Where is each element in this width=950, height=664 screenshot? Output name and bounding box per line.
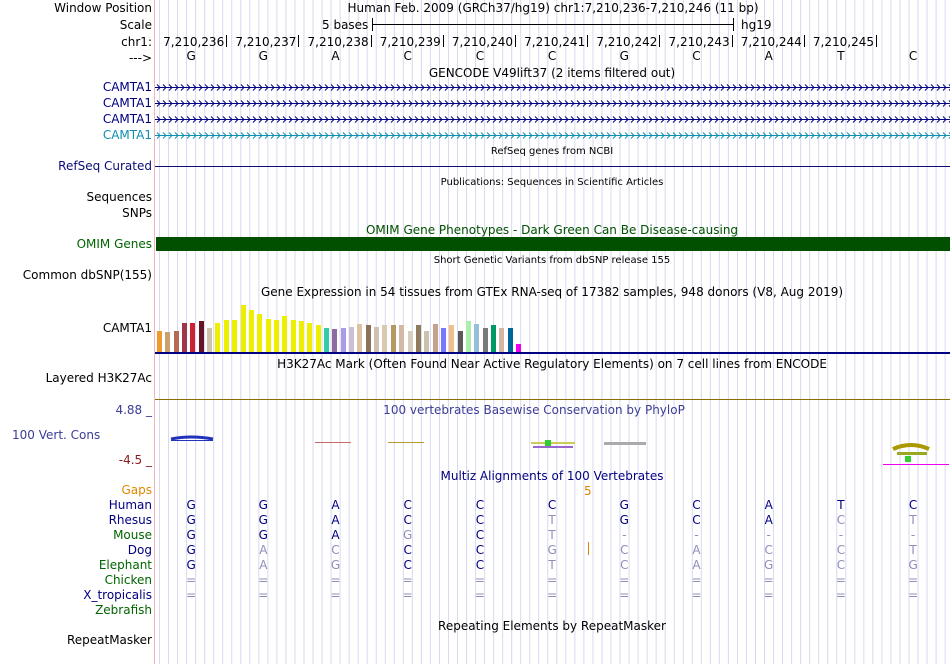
species-label[interactable]: Mouse: [113, 528, 152, 542]
omim-track-title: OMIM Gene Phenotypes - Dark Green Can Be Disease-causing: [365, 223, 739, 237]
gtex-tissue-bar[interactable]: [157, 331, 162, 352]
phylop-c-logo-1: [388, 442, 424, 443]
phylop-c-logo-3: [883, 445, 949, 465]
reference-base: C: [403, 49, 412, 63]
alignment-base: =: [330, 573, 341, 587]
dbsnp-track-title: Short Genetic Variants from dbSNP release 155: [433, 255, 671, 266]
ruler-coordinate: 7,210,244: [740, 35, 802, 49]
alignment-base: G: [764, 558, 774, 572]
ruler-tick: [876, 35, 877, 47]
gtex-tissue-bar[interactable]: [433, 324, 438, 352]
alignment-base: =: [258, 588, 269, 602]
reference-base: T: [837, 49, 845, 63]
repeatmasker-label[interactable]: RepeatMasker: [66, 633, 152, 647]
alignment-base: =: [908, 573, 919, 587]
alignment-base: T: [548, 513, 556, 527]
alignment-base: G: [186, 543, 196, 557]
gtex-tissue-bar[interactable]: [349, 327, 354, 352]
cons-track-label[interactable]: 100 Vert. Cons: [12, 428, 101, 442]
phylop-g-logo-1: [171, 437, 213, 441]
species-label[interactable]: Rhesus: [108, 513, 152, 527]
ruler-coordinate: 7,210,240: [451, 35, 513, 49]
alignment-base: C: [403, 513, 412, 527]
gtex-tissue-bar[interactable]: [165, 332, 170, 352]
gtex-tissue-bar[interactable]: [282, 316, 287, 352]
reference-base: C: [475, 49, 485, 63]
cons-min-label: -4.5 _: [118, 453, 152, 467]
ruler-coordinate: 7,210,239: [379, 35, 441, 49]
alignment-base: =: [330, 588, 341, 602]
alignment-base: C: [620, 543, 629, 557]
ruler-tick: [804, 35, 805, 47]
alignment-base: =: [402, 573, 413, 587]
gtex-tissue-bar[interactable]: [374, 327, 379, 352]
reference-base: G: [258, 49, 268, 63]
alignment-base: =: [908, 588, 919, 602]
species-label[interactable]: Elephant: [98, 558, 152, 572]
ruler-coordinate: 7,210,238: [307, 35, 369, 49]
alignment-base: -: [622, 528, 627, 542]
alignment-base: C: [403, 498, 412, 512]
alignment-base: T: [548, 558, 556, 572]
gap-marker: [588, 542, 589, 555]
alignment-base: =: [691, 573, 702, 587]
strand-label: --->: [128, 51, 152, 65]
sequences-label[interactable]: Sequences: [86, 190, 152, 204]
reference-base: A: [331, 49, 340, 63]
window-position-label: Window Position: [54, 1, 152, 15]
refseq-track-title: RefSeq genes from NCBI: [490, 146, 614, 157]
alignment-base: C: [475, 558, 485, 572]
alignment-base: G: [403, 528, 413, 542]
alignment-base: A: [692, 558, 701, 572]
phylop-a-logo: [315, 442, 351, 443]
alignment-base: =: [763, 588, 774, 602]
alignment-base: G: [186, 513, 196, 527]
alignment-base: =: [402, 588, 413, 602]
alignment-base: C: [475, 513, 485, 527]
gencode-transcript-2[interactable]: [155, 99, 950, 108]
gtex-tissue-bar[interactable]: [257, 314, 262, 352]
species-label[interactable]: Dog: [127, 543, 152, 557]
gtex-tissue-bar[interactable]: [266, 319, 271, 352]
alignment-base: T: [909, 513, 917, 527]
gtex-tissue-bar[interactable]: [190, 323, 195, 352]
ruler-tick: [443, 35, 444, 47]
alignment-base: C: [764, 543, 773, 557]
gtex-tissue-bar[interactable]: [341, 328, 346, 352]
alignment-base: G: [619, 498, 629, 512]
h3k27ac-track-title: H3K27Ac Mark (Often Found Near Active Regulatory Elements) on 7 cell lines from ENCODE: [277, 357, 827, 371]
alignment-base: A: [259, 558, 268, 572]
reference-base: A: [764, 49, 773, 63]
gtex-tissue-bar[interactable]: [299, 321, 304, 352]
gtex-tissue-bar[interactable]: [291, 320, 296, 352]
gtex-tissue-bar[interactable]: [232, 320, 237, 352]
alignment-base: C: [475, 498, 485, 512]
scale-bar-right-tick: [733, 18, 734, 31]
ruler-coordinate: 7,210,245: [812, 35, 874, 49]
ruler-coordinate: 7,210,236: [163, 35, 225, 49]
reference-base: G: [186, 49, 196, 63]
alignment-base: G: [330, 558, 341, 572]
refseq-transcript-line[interactable]: [155, 166, 950, 167]
alignment-base: =: [547, 588, 558, 602]
alignment-base: T: [837, 498, 845, 512]
gtex-tissue-bar[interactable]: [366, 325, 371, 352]
alignment-base: T: [548, 528, 556, 542]
ruler-tick: [732, 35, 733, 47]
dbsnp-label[interactable]: Common dbSNP(155): [22, 268, 152, 282]
alignment-base: C: [836, 513, 846, 527]
alignment-base: A: [692, 543, 701, 557]
gencode-transcript-4[interactable]: [155, 131, 950, 140]
publications-track-title: Publications: Sequences in Scientific Articles: [440, 177, 664, 188]
scale-bar: [372, 24, 733, 25]
alignment-base: G: [619, 513, 629, 527]
gtex-tissue-bar[interactable]: [274, 320, 279, 352]
alignment-base: C: [403, 543, 412, 557]
ruler-tick: [371, 35, 372, 47]
gtex-tissue-bar[interactable]: [474, 324, 479, 352]
alignment-base: G: [258, 513, 268, 527]
alignment-base: A: [259, 543, 268, 557]
gtex-tissue-bar[interactable]: [199, 321, 204, 352]
alignment-base: -: [910, 528, 916, 542]
reference-base: C: [692, 49, 701, 63]
gtex-tissue-bar[interactable]: [241, 305, 246, 352]
omim-genes-label[interactable]: OMIM Genes: [76, 237, 152, 251]
ruler-coordinate: 7,210,241: [524, 35, 586, 49]
ruler-tick: [587, 35, 588, 47]
gencode-camta1-label-4[interactable]: CAMTA1: [102, 128, 152, 142]
gtex-tissue-bar[interactable]: [316, 325, 321, 352]
phylop-logo-track[interactable]: [155, 430, 950, 470]
gtex-tissue-bar[interactable]: [424, 331, 429, 352]
reference-base: C: [908, 49, 918, 63]
gaps-value: 5: [584, 484, 592, 498]
alignment-base: -: [694, 528, 699, 542]
snps-label[interactable]: SNPs: [122, 206, 152, 220]
alignment-base: G: [258, 498, 268, 512]
gencode-track-title: GENCODE V49lift37 (2 items filtered out): [428, 66, 676, 80]
alignment-base: =: [258, 573, 269, 587]
alignment-base: =: [835, 573, 846, 587]
alignment-base: -: [838, 528, 844, 542]
refseq-curated-label[interactable]: RefSeq Curated: [58, 159, 152, 173]
gaps-label: Gaps: [121, 483, 152, 497]
alignment-base: G: [908, 558, 918, 572]
gtex-tissue-bar[interactable]: [207, 328, 212, 352]
gtex-gene-model: [155, 352, 950, 354]
gtex-tissue-bar[interactable]: [332, 329, 337, 352]
phylop-track-title: 100 vertebrates Basewise Conservation by PhyloP: [383, 403, 685, 417]
alignment-base: =: [186, 573, 197, 587]
phylop-g-logo-2: [604, 442, 646, 445]
alignment-base: =: [474, 588, 485, 602]
gtex-tissue-bar[interactable]: [491, 325, 496, 352]
alignment-base: C: [692, 513, 701, 527]
alignment-base: G: [186, 498, 196, 512]
repeatmasker-track-title: Repeating Elements by RepeatMasker: [438, 619, 666, 633]
scale-bar-left-tick: [372, 18, 373, 31]
gtex-tissue-bar[interactable]: [357, 324, 362, 352]
ruler-tick: [515, 35, 516, 47]
alignment-base: G: [547, 543, 557, 557]
multiz-track-title: Multiz Alignments of 100 Vertebrates: [440, 469, 664, 483]
gtex-tissue-bar[interactable]: [182, 323, 187, 352]
alignment-base: =: [835, 588, 846, 602]
alignment-base: C: [908, 498, 918, 512]
cons-max-label: 4.88 _: [115, 403, 152, 417]
species-label[interactable]: Human: [108, 498, 152, 512]
gtex-tissue-bar[interactable]: [449, 325, 454, 352]
ruler-tick: [659, 35, 660, 47]
reference-base: C: [547, 49, 557, 63]
scale-assembly: hg19: [741, 18, 772, 32]
species-label[interactable]: X_tropicalis: [83, 588, 152, 602]
alignment-base: A: [331, 528, 340, 542]
species-label[interactable]: Zebrafish: [95, 603, 152, 617]
alignment-base: G: [258, 528, 268, 542]
gtex-tissue-bar[interactable]: [324, 328, 329, 352]
gtex-tissue-bar[interactable]: [391, 325, 396, 352]
gencode-camta1-label-2[interactable]: CAMTA1: [102, 96, 152, 110]
alignment-base: C: [620, 558, 629, 572]
alignment-base: C: [836, 543, 846, 557]
gencode-transcript-1[interactable]: [155, 83, 950, 92]
gtex-tissue-bar[interactable]: [466, 321, 471, 352]
ruler-tick: [298, 35, 299, 47]
h3k27ac-baseline: [155, 399, 950, 400]
alignment-base: G: [186, 528, 196, 542]
alignment-base: =: [763, 573, 774, 587]
alignment-base: C: [547, 498, 557, 512]
scale-text: 5 bases: [322, 18, 369, 32]
alignment-base: C: [475, 543, 485, 557]
gtex-tissue-bar[interactable]: [408, 331, 413, 352]
species-label[interactable]: Chicken: [104, 573, 152, 587]
gtex-tissue-bar[interactable]: [249, 310, 254, 352]
alignment-base: =: [619, 588, 630, 602]
gtex-tissue-bar[interactable]: [441, 328, 446, 352]
chrom-label: chr1:: [121, 35, 152, 49]
phylop-c-logo-2: [531, 440, 575, 448]
gtex-tissue-bar[interactable]: [508, 328, 513, 352]
alignment-base: =: [619, 573, 630, 587]
gtex-tissue-bar[interactable]: [174, 331, 179, 352]
omim-feature-bar[interactable]: [156, 237, 950, 251]
h3k27ac-label[interactable]: Layered H3K27Ac: [45, 371, 152, 385]
alignment-base: C: [331, 543, 340, 557]
gtex-track-title: Gene Expression in 54 tissues from GTEx RNA-seq of 17382 samples, 948 donors (V8, Aug 2019): [260, 285, 844, 299]
ruler-tick: [226, 35, 227, 47]
alignment-base: A: [764, 498, 773, 512]
alignment-base: C: [475, 528, 485, 542]
position-text: Human Feb. 2009 (GRCh37/hg19) chr1:7,210,236-7,210,246 (11 bp): [347, 1, 759, 15]
alignment-base: -: [766, 528, 771, 542]
gtex-tissue-bar[interactable]: [458, 331, 463, 352]
alignment-base: C: [403, 558, 412, 572]
gtex-tissue-bar[interactable]: [483, 328, 488, 352]
alignment-base: A: [764, 513, 773, 527]
gencode-camta1-label-3[interactable]: CAMTA1: [102, 112, 152, 126]
gtex-tissue-bar[interactable]: [516, 344, 521, 352]
alignment-base: G: [186, 558, 196, 572]
gtex-tissue-bar[interactable]: [224, 320, 229, 352]
alignment-base: =: [186, 588, 197, 602]
scale-label: Scale: [119, 18, 152, 32]
ruler-coordinate: 7,210,242: [596, 35, 658, 49]
gtex-tissue-bar[interactable]: [416, 325, 421, 352]
alignment-base: =: [691, 588, 702, 602]
alignment-base: =: [547, 573, 558, 587]
gtex-tissue-bar[interactable]: [399, 325, 404, 352]
gtex-tissue-bar[interactable]: [499, 328, 504, 352]
alignment-base: C: [692, 498, 701, 512]
gencode-transcript-3[interactable]: [155, 115, 950, 124]
alignment-base: C: [836, 558, 846, 572]
gtex-tissue-bar[interactable]: [307, 323, 312, 352]
alignment-base: A: [331, 513, 340, 527]
gtex-bar-chart[interactable]: [156, 299, 536, 352]
alignment-base: A: [331, 498, 340, 512]
reference-base: G: [619, 49, 629, 63]
gtex-tissue-bar[interactable]: [382, 325, 387, 352]
gencode-camta1-label-1[interactable]: CAMTA1: [102, 80, 152, 94]
alignment-base: T: [909, 543, 917, 557]
alignment-base: =: [474, 573, 485, 587]
gtex-tissue-bar[interactable]: [215, 323, 220, 352]
ruler-coordinate: 7,210,237: [235, 35, 297, 49]
ruler-coordinate: 7,210,243: [668, 35, 730, 49]
gtex-gene-label[interactable]: CAMTA1: [102, 321, 152, 335]
